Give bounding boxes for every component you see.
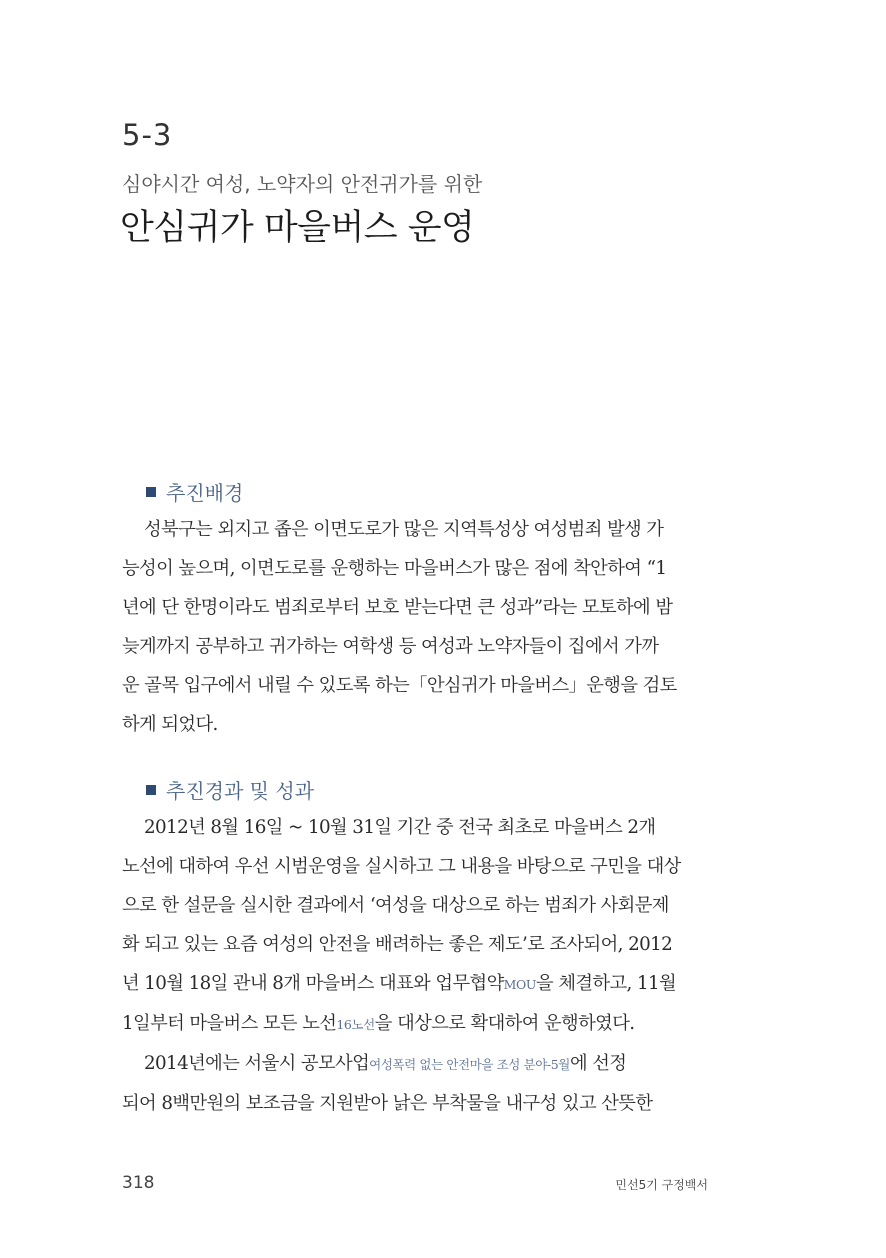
progress-paragraph [122, 808, 710, 1123]
text-line: 노선에 대하여 우선 시범운영을 실시하고 그 내용을 바탕으로 구민을 대상 [122, 856, 681, 877]
inline-note: 16노선 [336, 1017, 375, 1032]
text-line [122, 1044, 710, 1084]
text-run: 을 대상으로 확대하여 운행하였다. [374, 1013, 635, 1034]
section-heading-background [146, 477, 243, 506]
page-number: 318 [122, 1173, 155, 1193]
text-line [122, 964, 710, 1004]
section-heading-label: 추진배경 [166, 481, 244, 505]
text-line: 2012년 8월 16일 ~ 10월 31일 기간 중 전국 최초로 마을버스 2개 [144, 817, 656, 838]
section-heading-label: 추진경과 및 성과 [166, 779, 314, 803]
text-line: 하게 되었다. [122, 714, 218, 735]
inline-note: 여성폭력 없는 안전마을 조성 분야-5월 [369, 1057, 570, 1072]
text-run: 을 체결하고, 11월 [536, 973, 677, 994]
text-line: 능성이 높으며, 이면도로를 운행하는 마을버스가 많은 점에 착안하여 “1 [122, 558, 667, 579]
square-bullet-icon [146, 785, 156, 795]
text-line: 운 골목 입구에서 내릴 수 있도록 하는「안심귀가 마을버스」운행을 검토 [122, 675, 677, 696]
text-line: 늦게까지 공부하고 귀가하는 여학생 등 여성과 노약자들이 집에서 가까 [122, 636, 659, 657]
text-line: 성북구는 외지고 좁은 이면도로가 많은 지역특성상 여성범죄 발생 가 [144, 519, 664, 540]
background-paragraph [122, 510, 710, 744]
text-line: 년에 단 한명이라도 범죄로부터 보호 받는다면 큰 성과”라는 모토하에 밤 [122, 597, 673, 618]
inline-note: MOU [503, 977, 537, 992]
section-number: 5-3 [122, 118, 173, 152]
running-title: 민선5기 구정백서 [615, 1178, 708, 1192]
chapter-title: 안심귀가 마을버스 운영 [120, 208, 475, 248]
chapter-subtitle: 심야시간 여성, 노약자의 안전귀가를 위한 [122, 172, 483, 196]
text-line: 화 되고 있는 요즘 여성의 안전을 배려하는 좋은 제도’로 조사되어, 2012 [122, 934, 673, 955]
text-line [122, 1004, 710, 1044]
square-bullet-icon [146, 487, 156, 497]
text-run: 1일부터 마을버스 모든 노선 [122, 1013, 337, 1034]
text-line: 으로 한 설문을 실시한 결과에서 ‘여성을 대상으로 하는 범죄가 사회문제 [122, 895, 669, 916]
text-run: 에 선정 [569, 1053, 627, 1074]
section-heading-progress [146, 775, 314, 804]
text-run: 년 10월 18일 관내 8개 마을버스 대표와 업무협약 [122, 973, 504, 994]
text-line: 되어 8백만원의 보조금을 지원받아 낡은 부착물을 내구성 있고 산뜻한 [122, 1093, 653, 1114]
text-run: 2014년에는 서울시 공모사업 [144, 1053, 370, 1074]
